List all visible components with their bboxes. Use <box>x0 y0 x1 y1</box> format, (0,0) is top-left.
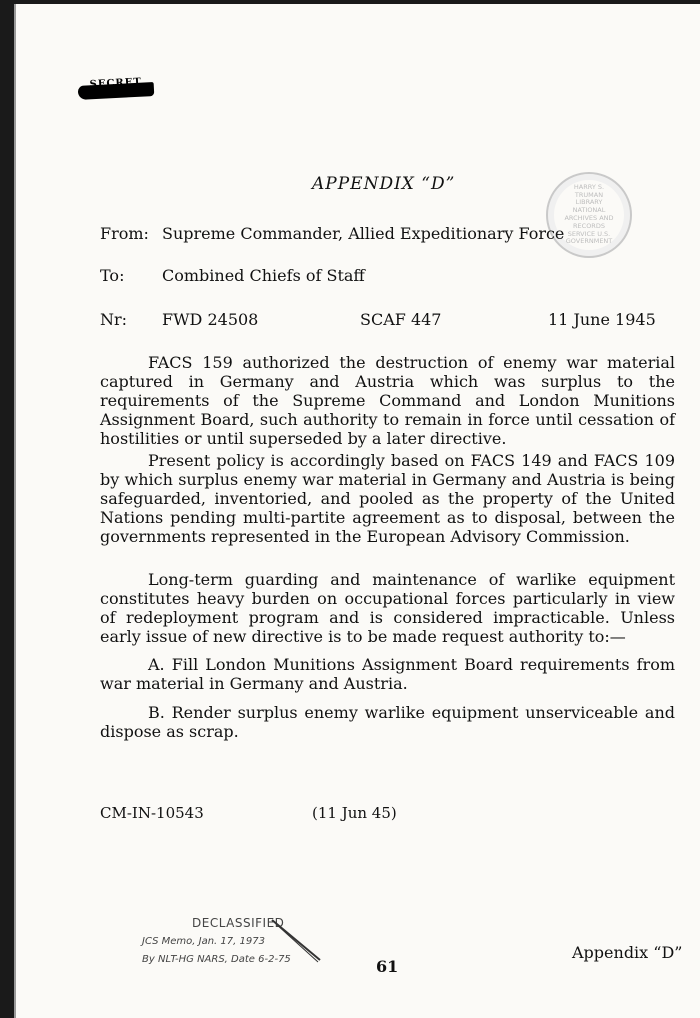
to-label: To: <box>100 266 125 285</box>
scaf-number: SCAF 447 <box>360 310 442 329</box>
reference-date: (11 Jun 45) <box>312 804 397 822</box>
classification-text: SECRET <box>89 76 143 91</box>
to-value: Combined Chiefs of Staff <box>162 266 365 285</box>
paragraph-3: Long-term guarding and maintenance of warlike equipment constitutes heavy burden on occupational forces particularly in view of redeployment program and is considered impracticable. Unless early issue of new directive is to be made request authority to:— <box>100 570 675 646</box>
from-row <box>100 224 564 243</box>
declassified-stamp <box>142 916 342 968</box>
document-page <box>14 4 700 1018</box>
nr-row <box>100 310 675 330</box>
paragraph-2: Present policy is accordingly based on FACS 149 and FACS 109 by which surplus enemy war material in Germany and Austria is being safeguarded, inventoried, and pooled as the property of the United Nations pending multi-partite agreement as to disposal, between the governments represented in the European Advisory Commission. <box>100 451 675 546</box>
declassified-check-mark-icon <box>270 916 330 968</box>
paragraph-1: FACS 159 authorized the destruction of enemy war material captured in Germany and Austria which was surplus to the requirements of the Supreme Command and London Munitions Assignment Board, such authority to remain in force until cessation of hostilities or until superseded by a later directive. <box>100 353 675 448</box>
nr-value: FWD 24508 <box>162 310 259 329</box>
to-row <box>100 266 365 285</box>
declassified-by: By NLT-HG NARS, Date 6-2-75 <box>142 954 291 965</box>
from-value: Supreme Commander, Allied Expeditionary Force <box>162 224 565 243</box>
from-label: From: <box>100 224 149 243</box>
declassified-memo: JCS Memo, Jan. 17, 1973 <box>142 936 265 947</box>
appendix-title: APPENDIX “D” <box>312 174 456 194</box>
request-item-a: A. Fill London Munitions Assignment Board requirements from war material in Germany and Austria. <box>100 655 675 693</box>
request-item-b: B. Render surplus enemy warlike equipment unserviceable and dispose as scrap. <box>100 703 675 741</box>
stamp-text: HARRY S. TRUMAN LIBRARY NATIONAL ARCHIVES AND RECORDS SERVICE U.S. GOVERNMENT <box>564 182 614 246</box>
page-number: 61 <box>376 957 399 976</box>
declassified-label: DECLASSIFIED <box>192 916 285 930</box>
nr-label: Nr: <box>100 310 128 329</box>
redacted-classification-mark <box>78 76 155 100</box>
cm-in-number: CM-IN-10543 <box>100 804 204 822</box>
message-date: 11 June 1945 <box>548 310 656 329</box>
library-stamp <box>546 172 632 258</box>
footer-appendix-label: Appendix “D” <box>572 943 683 962</box>
